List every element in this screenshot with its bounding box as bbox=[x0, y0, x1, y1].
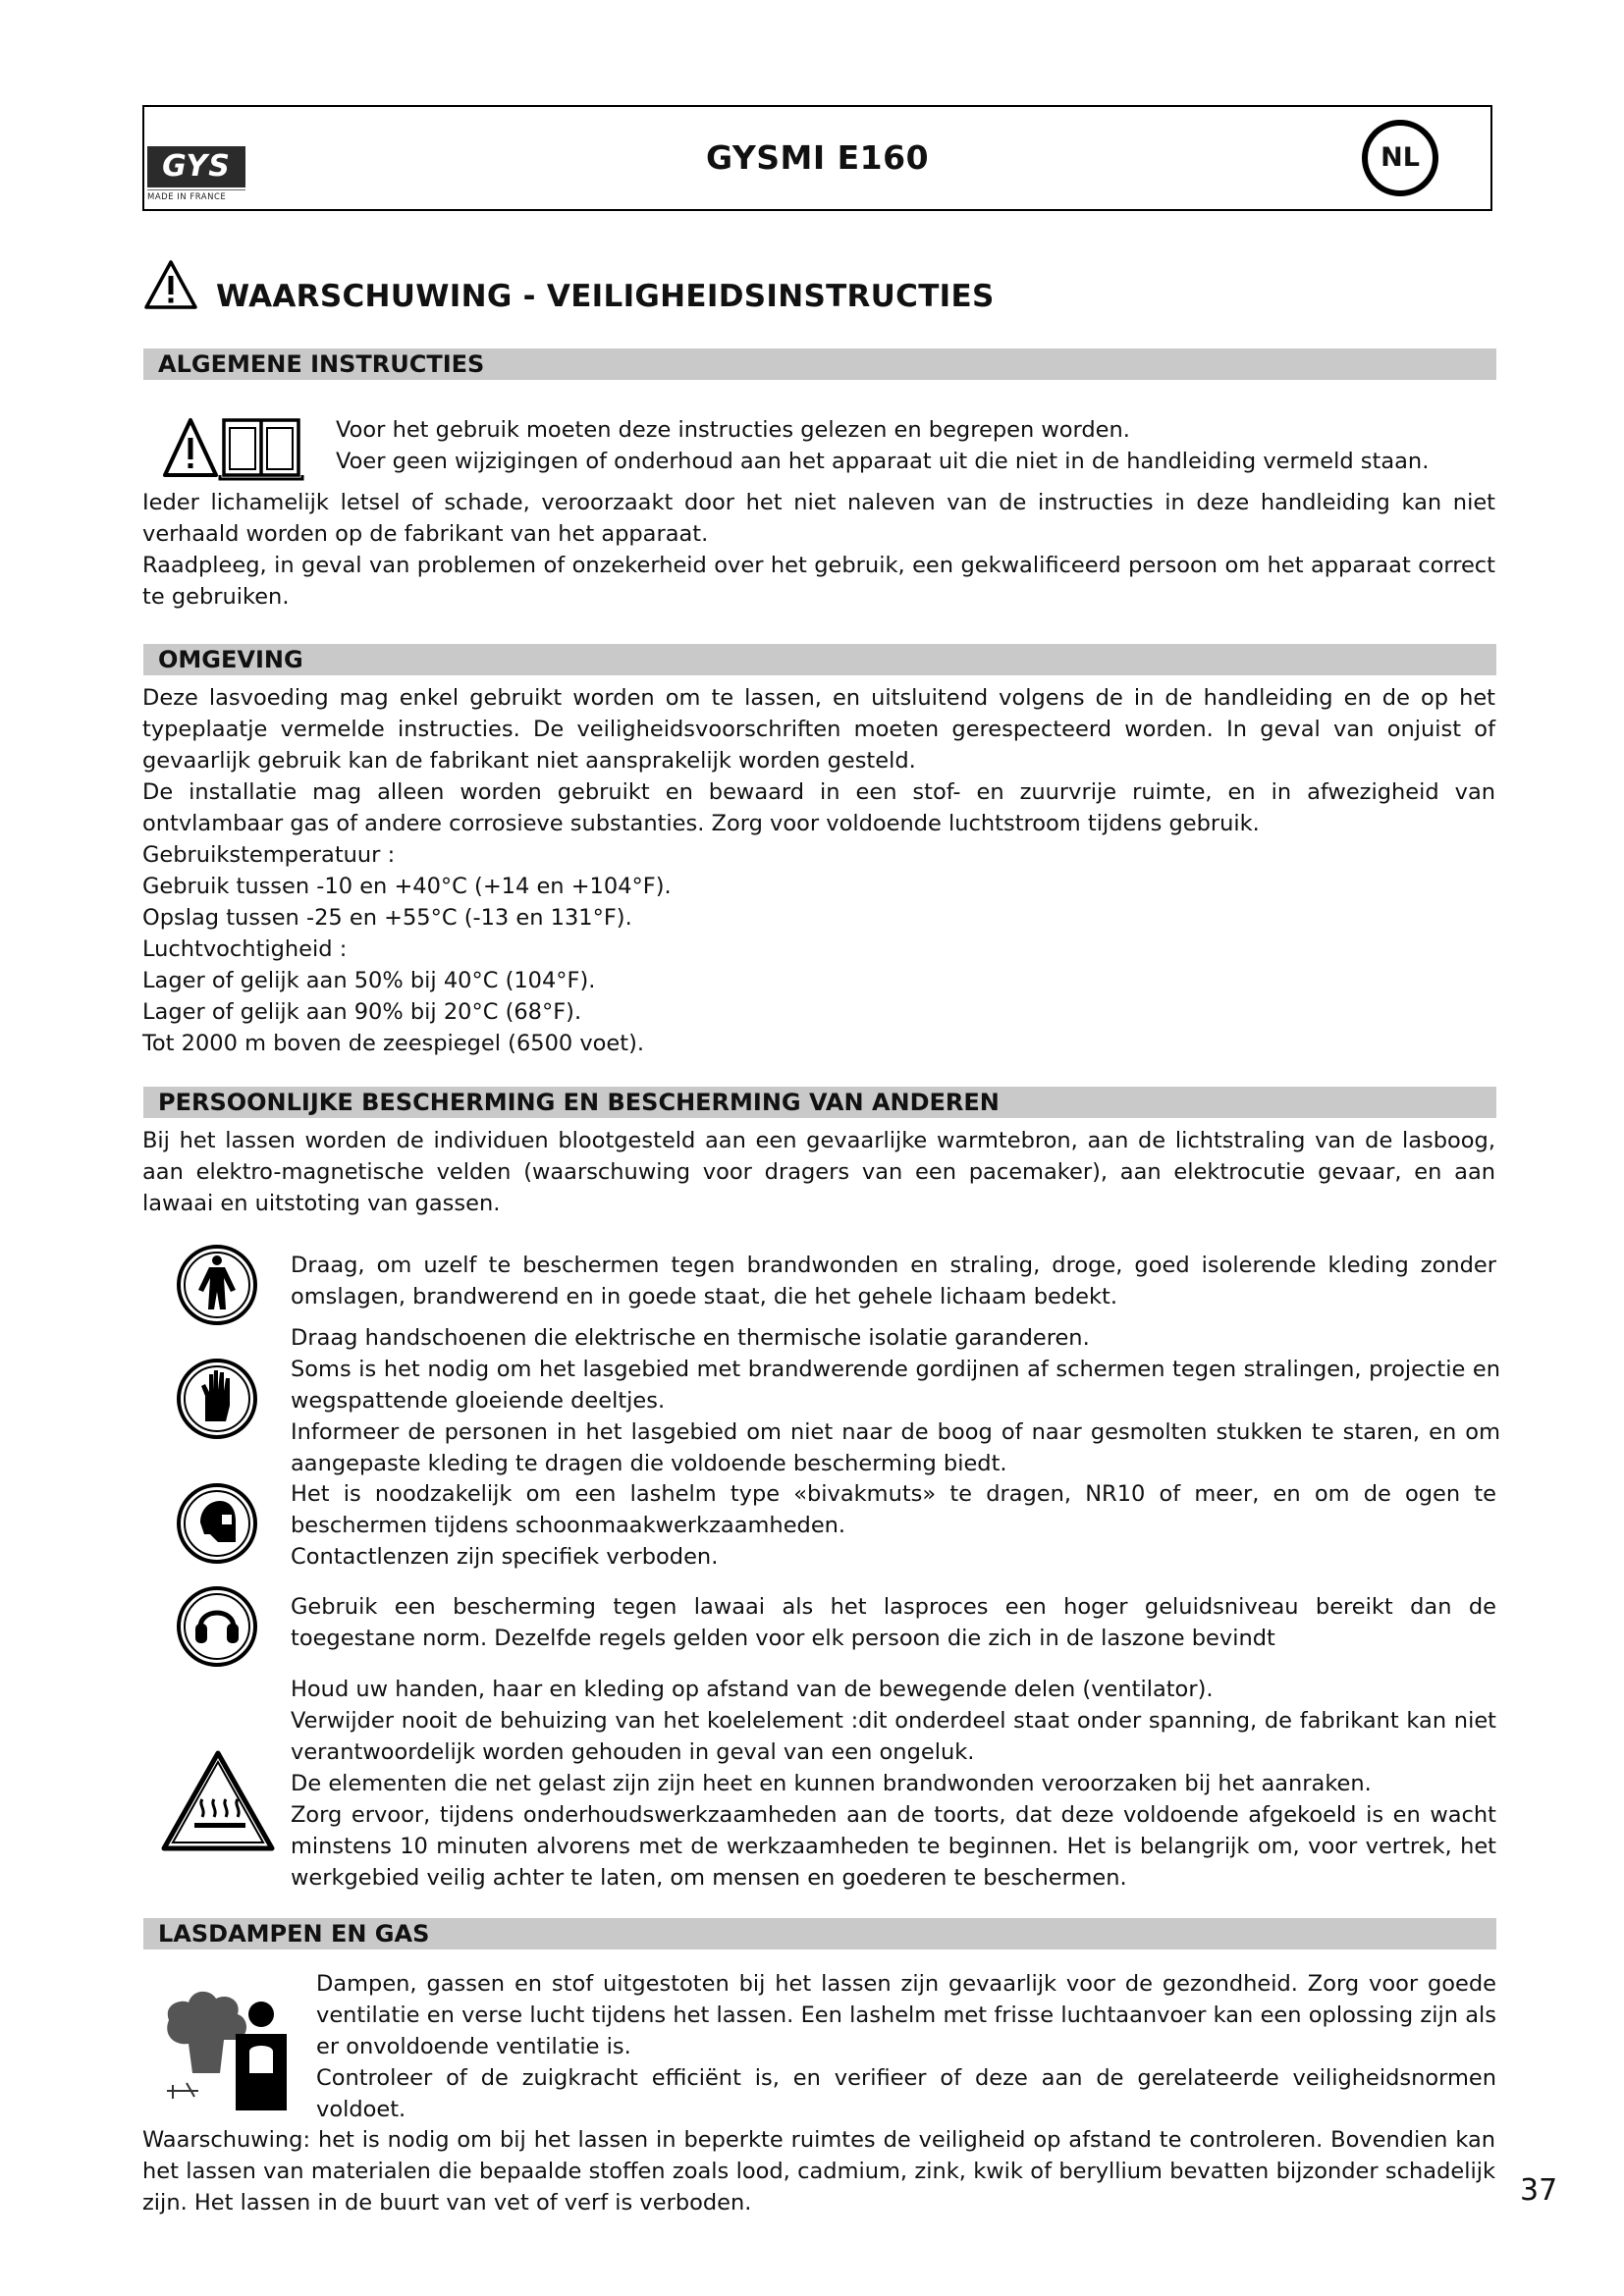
omgeving-line: Lager of gelijk aan 90% bij 20°C (68°F). bbox=[142, 999, 582, 1025]
protective-clothing-icon bbox=[175, 1243, 259, 1327]
hot-line-2: Verwijder nooit de behuizing van het koelelement :dit onderdeel staat onder spanning, de fabrikant kan niet verantwoordelijk worden gehouden in geval van een ongeluk. bbox=[291, 1708, 1496, 1765]
helmet-line-2: Contactlenzen zijn specifiek verboden. bbox=[291, 1544, 719, 1570]
main-title bbox=[143, 257, 1498, 316]
section-heading-lasdampen: LASDAMPEN EN GAS bbox=[143, 1918, 1496, 1949]
ear-text: Gebruik een bescherming tegen lawaai als het lasproces een hoger geluidsniveau bereikt dan de toegestane norm. Dezelfde regels gelden voor elk persoon die zich in de laszone bevindt bbox=[291, 1594, 1496, 1651]
section-heading-omgeving: OMGEVING bbox=[143, 644, 1496, 675]
lasdampen-line-1: Dampen, gassen en stof uitgestoten bij het lassen zijn gevaarlijk voor de gezondheid. Zorg voor goede ventilatie en verse lucht tijdens het lassen. Een lashelm met frisse luchtaanvoer kan een oplossing zijn als er onvoldoende ventilatie is. bbox=[316, 1971, 1496, 2059]
language-badge: NL bbox=[1362, 120, 1438, 196]
welding-helmet-icon bbox=[175, 1481, 259, 1566]
fumes-icon bbox=[159, 1975, 306, 2122]
omgeving-line: Gebruik tussen -10 en +40°C (+14 en +104°F). bbox=[142, 874, 672, 899]
omgeving-paragraph-2: De installatie mag alleen worden gebruikt en bewaard in een stof- en zuurvrije ruimte, en in afwezigheid van ontvlambaar gas of andere corrosieve substanties. Zorg voor voldoende luchtstroom tijdens gebruik. bbox=[142, 779, 1495, 836]
logo-wordmark: GYS bbox=[147, 146, 245, 187]
algemene-icon-text bbox=[336, 414, 1496, 477]
ear-protection-icon bbox=[175, 1584, 259, 1669]
lasdampen-warning: Waarschuwing: het is nodig om bij het lassen in beperkte ruimtes de veiligheid op afstand te controleren. Bovendien kan het lassen van materialen die bepaalde stoffen zoals lood, cadmium, zink, kwik of beryllium bevatten bijzonder schadelijk zijn. Het lassen in de buurt van vet of verf is verboden. bbox=[142, 2127, 1495, 2216]
gloves-line-3: Informeer de personen in het lasgebied om niet naar de boog of naar gesmolten stukken te staren, en om aangepaste kleding te dragen die voldoende bescherming biedt. bbox=[291, 1419, 1500, 1476]
section-heading-algemene: ALGEMENE INSTRUCTIES bbox=[143, 348, 1496, 380]
hot-surface-text bbox=[291, 1674, 1496, 1894]
section-heading-persoonlijke: PERSOONLIJKE BESCHERMING EN BESCHERMING VAN ANDEREN bbox=[143, 1087, 1496, 1118]
algemene-paragraph-1: Ieder lichamelijk letsel of schade, veroorzaakt door het niet naleven van de instructies in deze handleiding kan niet verhaald worden op de fabrikant van het apparaat. bbox=[142, 490, 1495, 547]
product-title: GYSMI E160 bbox=[705, 138, 930, 177]
warning-manual-icon bbox=[163, 416, 306, 481]
omgeving-line: Lager of gelijk aan 50% bij 40°C (104°F). bbox=[142, 968, 596, 993]
document-header bbox=[142, 105, 1492, 211]
hot-line-4: Zorg ervoor, tijdens onderhoudswerkzaamheden aan de toorts, dat deze voldoende afgekoeld is en wacht minstens 10 minuten alvorens met de werkzaamheden te beginnen. Het is belangrijk om, voor vertrek, het werkgebied veilig achter te laten, om mensen en goederen te beschermen. bbox=[291, 1802, 1496, 1891]
main-title-text: WAARSCHUWING - VEILIGHEIDSINSTRUCTIES bbox=[216, 279, 995, 314]
omgeving-line: Luchtvochtigheid : bbox=[142, 936, 348, 962]
page-number: 37 bbox=[1520, 2173, 1558, 2208]
hot-surface-icon bbox=[159, 1748, 277, 1854]
gloves-line-2: Soms is het nodig om het lasgebied met brandwerende gordijnen af schermen tegen stralingen, projectie en wegspattende gloeiende deeltjes. bbox=[291, 1357, 1500, 1414]
omgeving-line: Tot 2000 m boven de zeespiegel (6500 voet). bbox=[142, 1031, 645, 1056]
omgeving-line: Opslag tussen -25 en +55°C (-13 en 131°F). bbox=[142, 905, 632, 931]
persoonlijke-intro: Bij het lassen worden de individuen blootgesteld aan een gevaarlijke warmtebron, aan de lichtstraling van de lasboog, aan elektro-magnetische velden (waarschuwing voor dragers van een pacemaker), aan elektrocutie gevaar, en aan lawaai en uitstoting van gassen. bbox=[142, 1128, 1495, 1216]
helmet-line-1: Het is noodzakelijk om een lashelm type «bivakmuts» te dragen, NR10 of meer, en om de ogen te beschermen tijdens schoonmaakwerkzaamheden. bbox=[291, 1481, 1496, 1538]
gloves-line-1: Draag handschoenen die elektrische en thermische isolatie garanderen. bbox=[291, 1325, 1090, 1351]
omgeving-conditions bbox=[142, 839, 1495, 1059]
hot-line-1: Houd uw handen, haar en kleding op afstand van de bewegende delen (ventilator). bbox=[291, 1677, 1214, 1702]
logo-tagline: MADE IN FRANCE bbox=[147, 189, 245, 202]
omgeving-paragraph-1: Deze lasvoeding mag enkel gebruikt worden om te lassen, en uitsluitend volgens de in de handleiding en de op het typeplaatje vermelde instructies. De veiligheidsvoorschriften moeten gerespecteerd worden. In geval van onjuist of gevaarlijk gebruik kan de fabrikant niet aansprakelijk worden gesteld. bbox=[142, 685, 1495, 774]
algemene-line-2: Voer geen wijzigingen of onderhoud aan het apparaat uit die niet in de handleiding vermeld staan. bbox=[336, 449, 1430, 474]
lasdampen-text bbox=[316, 1968, 1496, 2125]
hot-line-3: De elementen die net gelast zijn zijn heet en kunnen brandwonden veroorzaken bij het aanraken. bbox=[291, 1771, 1372, 1796]
lasdampen-line-2: Controleer of de zuigkracht efficiënt is, en verifieer of deze aan de gerelateerde veiligheidsnormen voldoet. bbox=[316, 2065, 1496, 2122]
algemene-paragraph-2: Raadpleeg, in geval van problemen of onzekerheid over het gebruik, een gekwalificeerd persoon om het apparaat correct te gebruiken. bbox=[142, 553, 1495, 610]
omgeving-line: Gebruikstemperatuur : bbox=[142, 842, 396, 868]
algemene-line-1: Voor het gebruik moeten deze instructies gelezen en begrepen worden. bbox=[336, 417, 1130, 443]
gloves-text bbox=[291, 1322, 1500, 1479]
warning-triangle-icon bbox=[143, 259, 198, 310]
helmet-text bbox=[291, 1478, 1496, 1573]
gloves-icon bbox=[175, 1357, 259, 1441]
clothing-text: Draag, om uzelf te beschermen tegen brandwonden en straling, droge, goed isolerende kleding zonder omslagen, brandwerend en in goede staat, die het gehele lichaam bedekt. bbox=[291, 1253, 1496, 1309]
